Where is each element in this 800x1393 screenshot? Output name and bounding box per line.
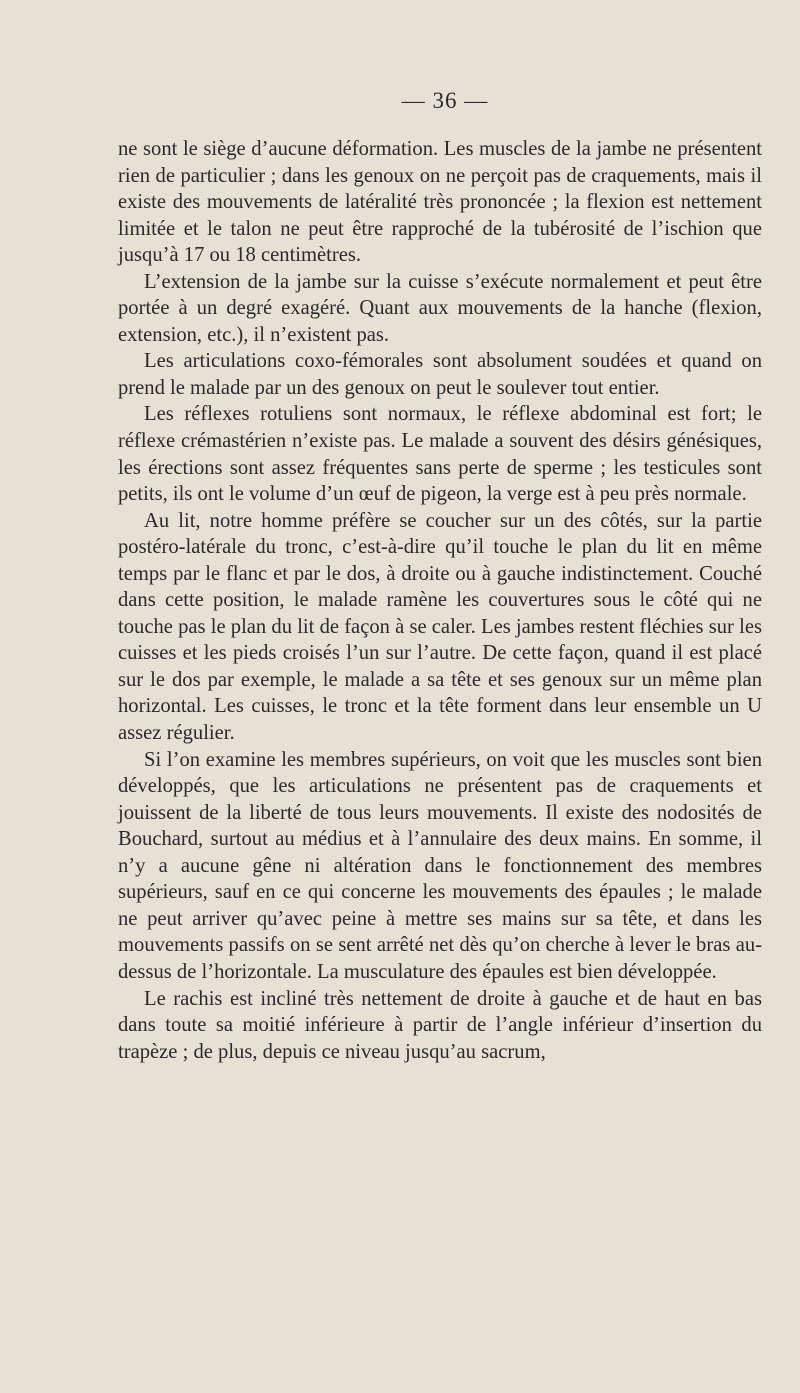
paragraph-7: Le rachis est incliné très nettement de droite à gauche et de haut en bas dans toute sa moitié inférieure à partir de l’angle inférieur d’insertion du trapèze ; de plus, depuis ce niveau jusqu’au sacrum, [118,987,762,1063]
paragraph-1: ne sont le siège d’aucune déformation. Les muscles de la jambe ne présentent rien de particulier ; dans les genoux on ne perçoit pas de craquements, mais il existe des mouvements de latéralité très prononcée ; la flexion est nettement limitée et le talon ne peut être rapproché de la tubérosité de l’ischion que jusqu’à 17 ou 18 centimètres. [118,138,762,267]
page-number: — 36 — [401,88,489,113]
body-text [118,136,762,1065]
paragraph-2: L’extension de la jambe sur la cuisse s’exécute normalement et peut être portée à un degré exagéré. Quant aux mouvements de la hanche (flexion, extension, etc.), il n’existent pas. [118,270,762,346]
paragraph-4: Les réflexes rotuliens sont normaux, le réflexe abdominal est fort; le réflexe crémastérien n’existe pas. Le malade a souvent des désirs génésiques, les érections sont assez fréquentes sans perte de sperme ; les testicules sont petits, ils ont le volume d’un œuf de pigeon, la verge est à peu près normale. [118,403,762,506]
paragraph-5: Au lit, notre homme préfère se coucher sur un des côtés, sur la partie postéro-latérale du tronc, c’est-à-dire qu’il touche le plan du lit en même temps par le flanc et par le dos, à droite ou à gauche indistinctement. Couché dans cette position, le malade ramène les couvertures sous le côté qui ne touche pas le plan du lit de façon à se caler. Les jambes restent fléchies sur les cuisses et les pieds croisés l’un sur l’autre. De cette façon, quand il est placé sur le dos par exemple, le malade a sa tête et ses genoux sur un même plan horizontal. Les cuisses, le tronc et la tête forment dans leur ensemble un U assez régulier. [118,509,762,745]
paragraph-3: Les articulations coxo-fémorales sont absolument soudées et quand on prend le malade par un des genoux on peut le soulever tout entier. [118,350,762,399]
paragraph-6: Si l’on examine les membres supérieurs, on voit que les muscles sont bien développés, que les articulations ne présentent pas de craquements et jouissent de la liberté de tous leurs mouvements. Il existe des nodosités de Bouchard, surtout au médius et à l’annulaire des deux mains. En somme, il n’y a aucune gêne ni altération dans le fonctionnement des membres supérieurs, sauf en ce qui concerne les mouvements des épaules ; le malade ne peut arriver qu’avec peine à mettre ses mains sur sa tête, et dans les mouvements passifs on se sent arrêté net dès qu’on cherche à lever le bras au-dessus de l’horizontale. La musculature des épaules est bien développée. [118,748,762,983]
